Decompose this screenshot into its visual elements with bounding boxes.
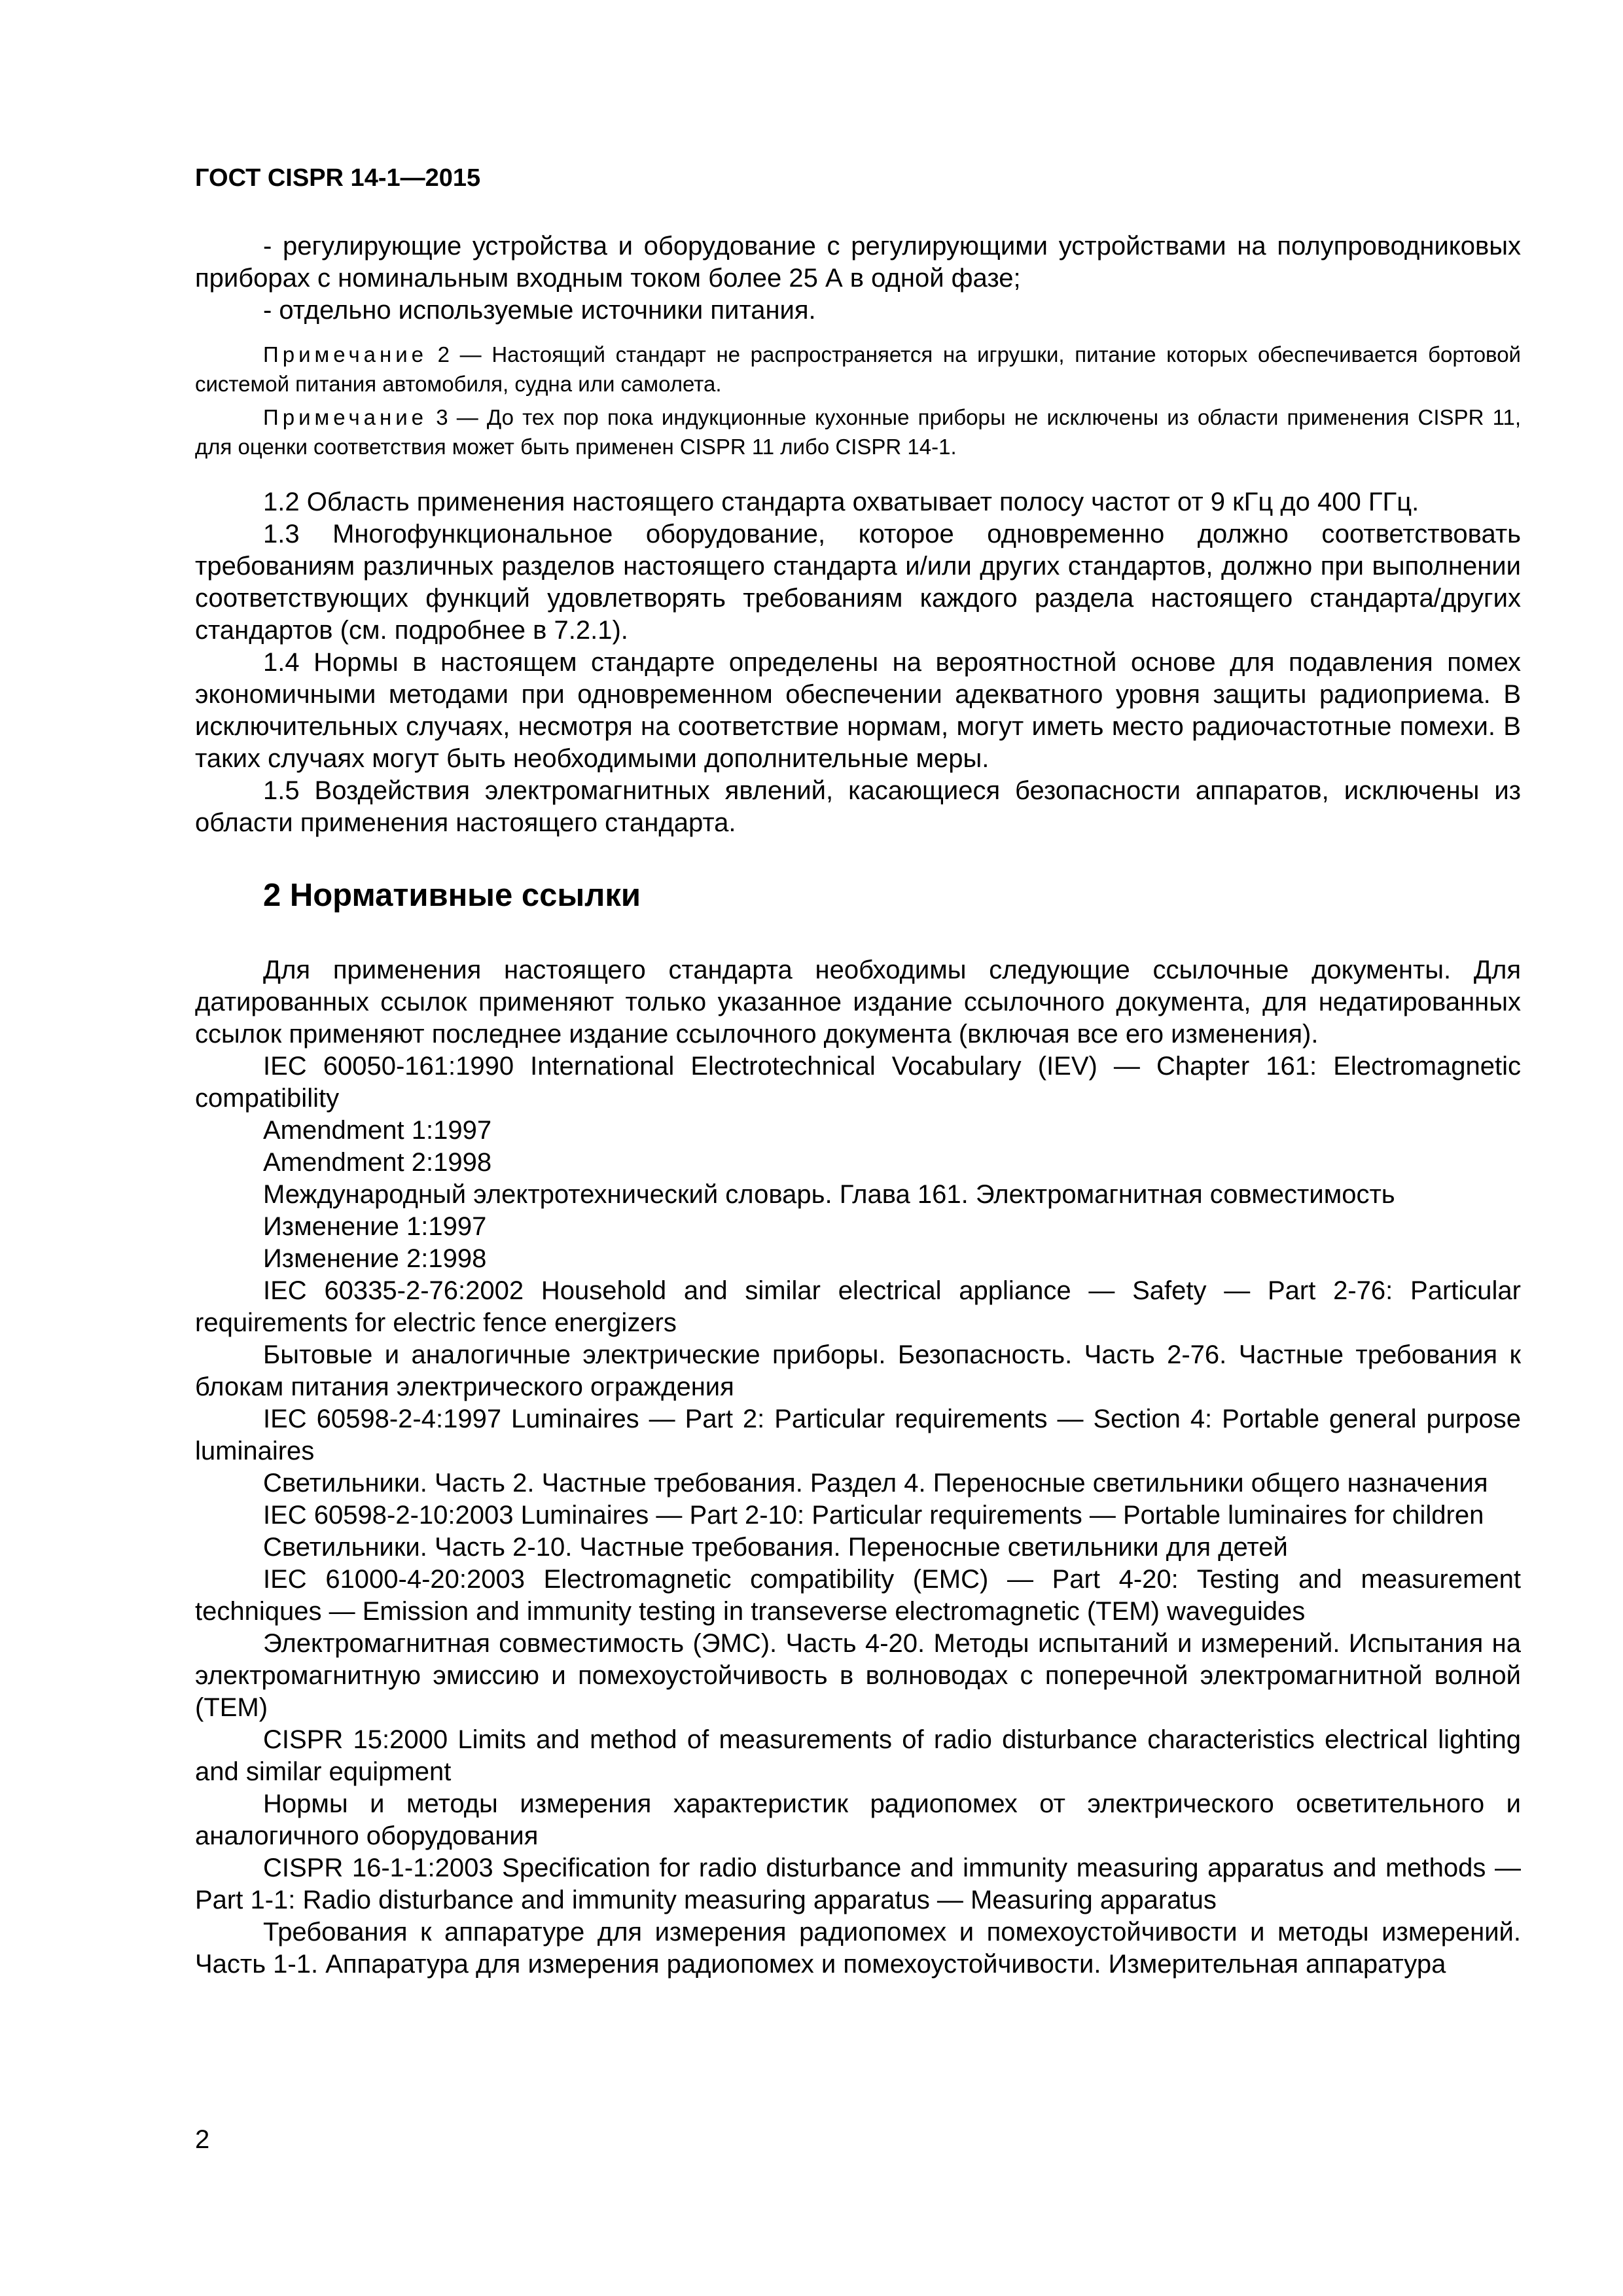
clause-1-3: 1.3 Многофункциональное оборудование, которое одновременно должно соответствовать требованиям различных разделов настоящего стандарта и/или других стандартов, должно при выполнении соответствующих функций удовлетворять требованиям каждого раздела настоящего стандарта/других стандартов (см. подробнее в 7.2.1).	[195, 520, 1521, 645]
list-item: - отдельно используемые источники питания.	[263, 296, 816, 325]
note-label: Примечание	[263, 342, 428, 367]
note-label: Примечание	[263, 405, 428, 429]
reference-entry: IEC 60598-2-10:2003 Luminaires — Part 2-10: Particular requirements — Portable luminaires for children	[263, 1501, 1484, 1530]
reference-entry: Изменение 2:1998	[263, 1244, 487, 1273]
document-body	[195, 230, 1521, 1981]
reference-entry: IEC 61000-4-20:2003 Electromagnetic compatibility (EMC) — Part 4-20: Testing and measurement techniques — Emission and immunity testing in transeverse electromagnetic (TEM) waveguides	[195, 1565, 1521, 1626]
reference-entry: Amendment 2:1998	[263, 1148, 492, 1177]
note-2	[195, 340, 1521, 399]
note-3	[195, 403, 1521, 461]
note-text: 3 — До тех пор пока индукционные кухонные приборы не исключены из области применения CISPR 11, для оценки соответствия может быть применен CISPR 11 либо CISPR 14-1.	[195, 405, 1521, 459]
clause-1-2: 1.2 Область применения настоящего стандарта охватывает полосу частот от 9 кГц до 400 ГГц.	[263, 488, 1419, 516]
reference-list	[195, 1050, 1521, 1981]
reference-entry: IEC 60335-2-76:2002 Household and similar electrical appliance — Safety — Part 2-76: Particular requirements for electric fence energizers	[195, 1276, 1521, 1337]
clause-1-5: 1.5 Воздействия электромагнитных явлений, касающиеся безопасности аппаратов, исключены из области применения настоящего стандарта.	[195, 776, 1521, 837]
reference-entry: Светильники. Часть 2-10. Частные требования. Переносные светильники для детей	[263, 1533, 1288, 1562]
reference-entry: Amendment 1:1997	[263, 1116, 492, 1145]
reference-entry: IEC 60598-2-4:1997 Luminaires — Part 2: Particular requirements — Section 4: Portable general purpose luminaires	[195, 1405, 1521, 1465]
reference-entry: Бытовые и аналогичные электрические приборы. Безопасность. Часть 2-76. Частные требования к блокам питания электрического ограждения	[195, 1340, 1521, 1401]
page-number: 2	[195, 2125, 210, 2154]
reference-entry: Изменение 1:1997	[263, 1212, 487, 1241]
reference-entry: Международный электротехнический словарь. Глава 161. Электромагнитная совместимость	[263, 1180, 1395, 1209]
section-intro: Для применения настоящего стандарта необходимы следующие ссылочные документы. Для датированных ссылок применяют только указанное издание ссылочного документа, для недатированных ссылок применяют последнее издание ссылочного документа (включая все его изменения).	[195, 956, 1521, 1049]
reference-entry: Электромагнитная совместимость (ЭМС). Часть 4-20. Методы испытаний и измерений. Испытания на электромагнитную эмиссию и помехоустойчивость в волноводах с поперечной электромагнитной волной (ТЕМ)	[195, 1629, 1521, 1722]
reference-entry: CISPR 16-1-1:2003 Specification for radio disturbance and immunity measuring apparatus and methods — Part 1-1: Radio disturbance and immunity measuring apparatus — Measuring apparatus	[195, 1854, 1521, 1914]
reference-entry: Нормы и методы измерения характеристик радиопомех от электрического осветительного и аналогичного оборудования	[195, 1789, 1521, 1850]
reference-entry: CISPR 15:2000 Limits and method of measurements of radio disturbance characteristics electrical lighting and similar equipment	[195, 1725, 1521, 1786]
reference-entry: Светильники. Часть 2. Частные требования. Раздел 4. Переносные светильники общего назначения	[263, 1469, 1488, 1498]
note-text: 2 — Настоящий стандарт не распространяется на игрушки, питание которых обеспечивается бортовой системой питания автомобиля, судна или самолета.	[195, 342, 1521, 396]
reference-entry: Требования к аппаратуре для измерения радиопомех и помехоустойчивости и методы измерений. Часть 1-1. Аппаратура для измерения радиопомех и помехоустойчивости. Измерительная аппаратура	[195, 1918, 1521, 1979]
section-heading: 2 Нормативные ссылки	[263, 878, 641, 913]
list-item: - регулирующие устройства и оборудование с регулирующими устройствами на полупроводниковых приборах с номинальным входным током более 25 А в одной фазе;	[195, 232, 1521, 293]
clause-1-4: 1.4 Нормы в настоящем стандарте определены на вероятностной основе для подавления помех экономичными методами при одновременном обеспечении адекватного уровня защиты радиоприема. В исключительных случаях, несмотря на соответствие нормам, могут иметь место радиочастотные помехи. В таких случаях могут быть необходимыми дополнительные меры.	[195, 648, 1521, 773]
document-header: ГОСТ CISPR 14-1—2015	[195, 164, 481, 192]
reference-entry: IEC 60050-161:1990 International Electrotechnical Vocabulary (IEV) — Chapter 161: Electromagnetic compatibility	[195, 1052, 1521, 1113]
